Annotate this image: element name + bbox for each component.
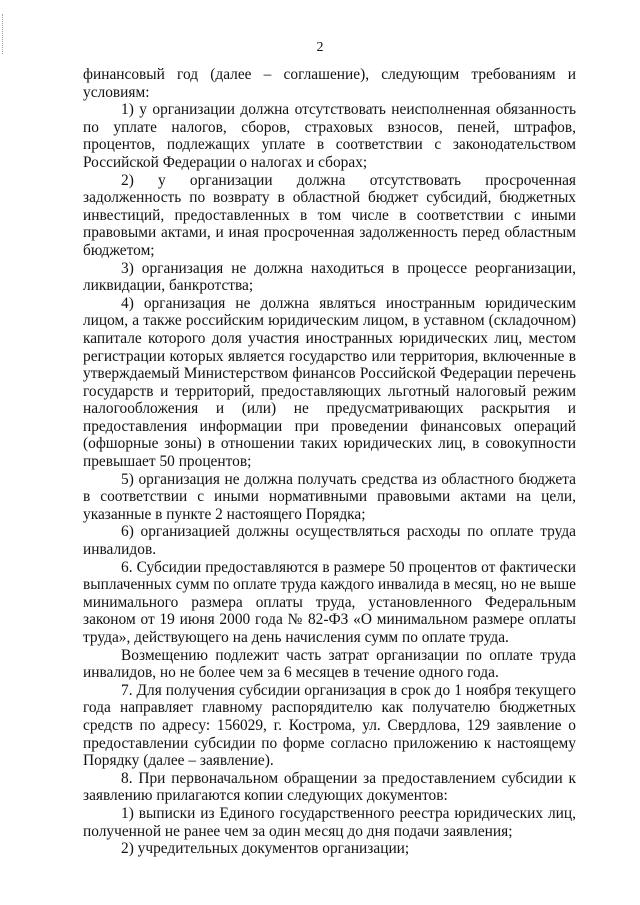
paragraph: 8. При первоначальном обращении за предоставлением субсидии к заявлению прилагаются копии следующих документов: [83,769,576,805]
paragraph: 3) организация не должна находиться в процессе реорганизации, ликвидации, банкротства; [83,259,576,295]
paragraph: 6) организацией должны осуществляться расходы по оплате труда инвалидов. [83,523,576,559]
paragraph: 6. Субсидии предоставляются в размере 50 процентов от фактически выплаченных сумм по оплате труда каждого инвалида в месяц, но не выше минимального размера оплаты труда, установленного Федеральным законом от 19 июня 2000 года № 82-ФЗ «О минимальном размере оплаты труда», действующего на день начисления сумм по оплате труда. [83,558,576,646]
paragraph: финансовый год (далее – соглашение), следующим требованиям и условиям: [83,66,576,101]
page-number: 2 [316,40,324,55]
paragraph: Возмещению подлежит часть затрат организации по оплате труда инвалидов, но не более чем за 6 месяцев в течение одного года. [83,646,576,682]
paragraph: 4) организация не должна являться иностранным юридическим лицом, а также российским юридическим лицом, в уставном (складочном) капитале которого доля участия иностранных юридических лиц, местом регистрации которых является государство или территория, включенные в утверждаемый Министерством финансов Российской Федерации перечень государств и территорий, предоставляющих льготный налоговый режим налогообложения и (или) не предусматривающих раскрытия и предоставления информации при проведении финансовых операций (офшорные зоны) в отношении таких юридических лиц, в совокупности превышает 50 процентов; [83,294,576,471]
paragraph: 2) учредительных документов организации; [121,840,410,858]
paragraph: 1) выписки из Единого государственного реестра юридических лиц, полученной не ранее чем за один месяц до дня подачи заявления; [83,804,576,840]
paragraph: 2) у организации должна отсутствовать просроченная задолженность по возврату в областной бюджет субсидий, бюджетных инвестиций, предоставленных в том числе в соответствии с иными правовыми актами, и иная просроченная задолженность перед областным бюджетом; [83,171,576,259]
paragraph: 5) организация не должна получать средства из областного бюджета в соответствии с иными нормативными правовыми актами на цели, указанные в пункте 2 настоящего Порядка; [83,470,576,523]
paragraph: 7. Для получения субсидии организация в срок до 1 ноября текущего года направляет главному распорядителю как получателю бюджетных средств по адресу: 156029, г. Кострома, ул. Свердлова, 129 заявление о предоставлении субсидии по форме согласно приложению к настоящему Порядку (далее – заявление). [83,681,576,770]
paragraph: 1) у организации должна отсутствовать неисполненная обязанность по уплате налогов, сборов, страховых взносов, пеней, штрафов, процентов, подлежащих уплате в соответствии с законодательством Российской Федерации о налогах и сборах; [83,101,576,171]
document-body [83,66,576,858]
